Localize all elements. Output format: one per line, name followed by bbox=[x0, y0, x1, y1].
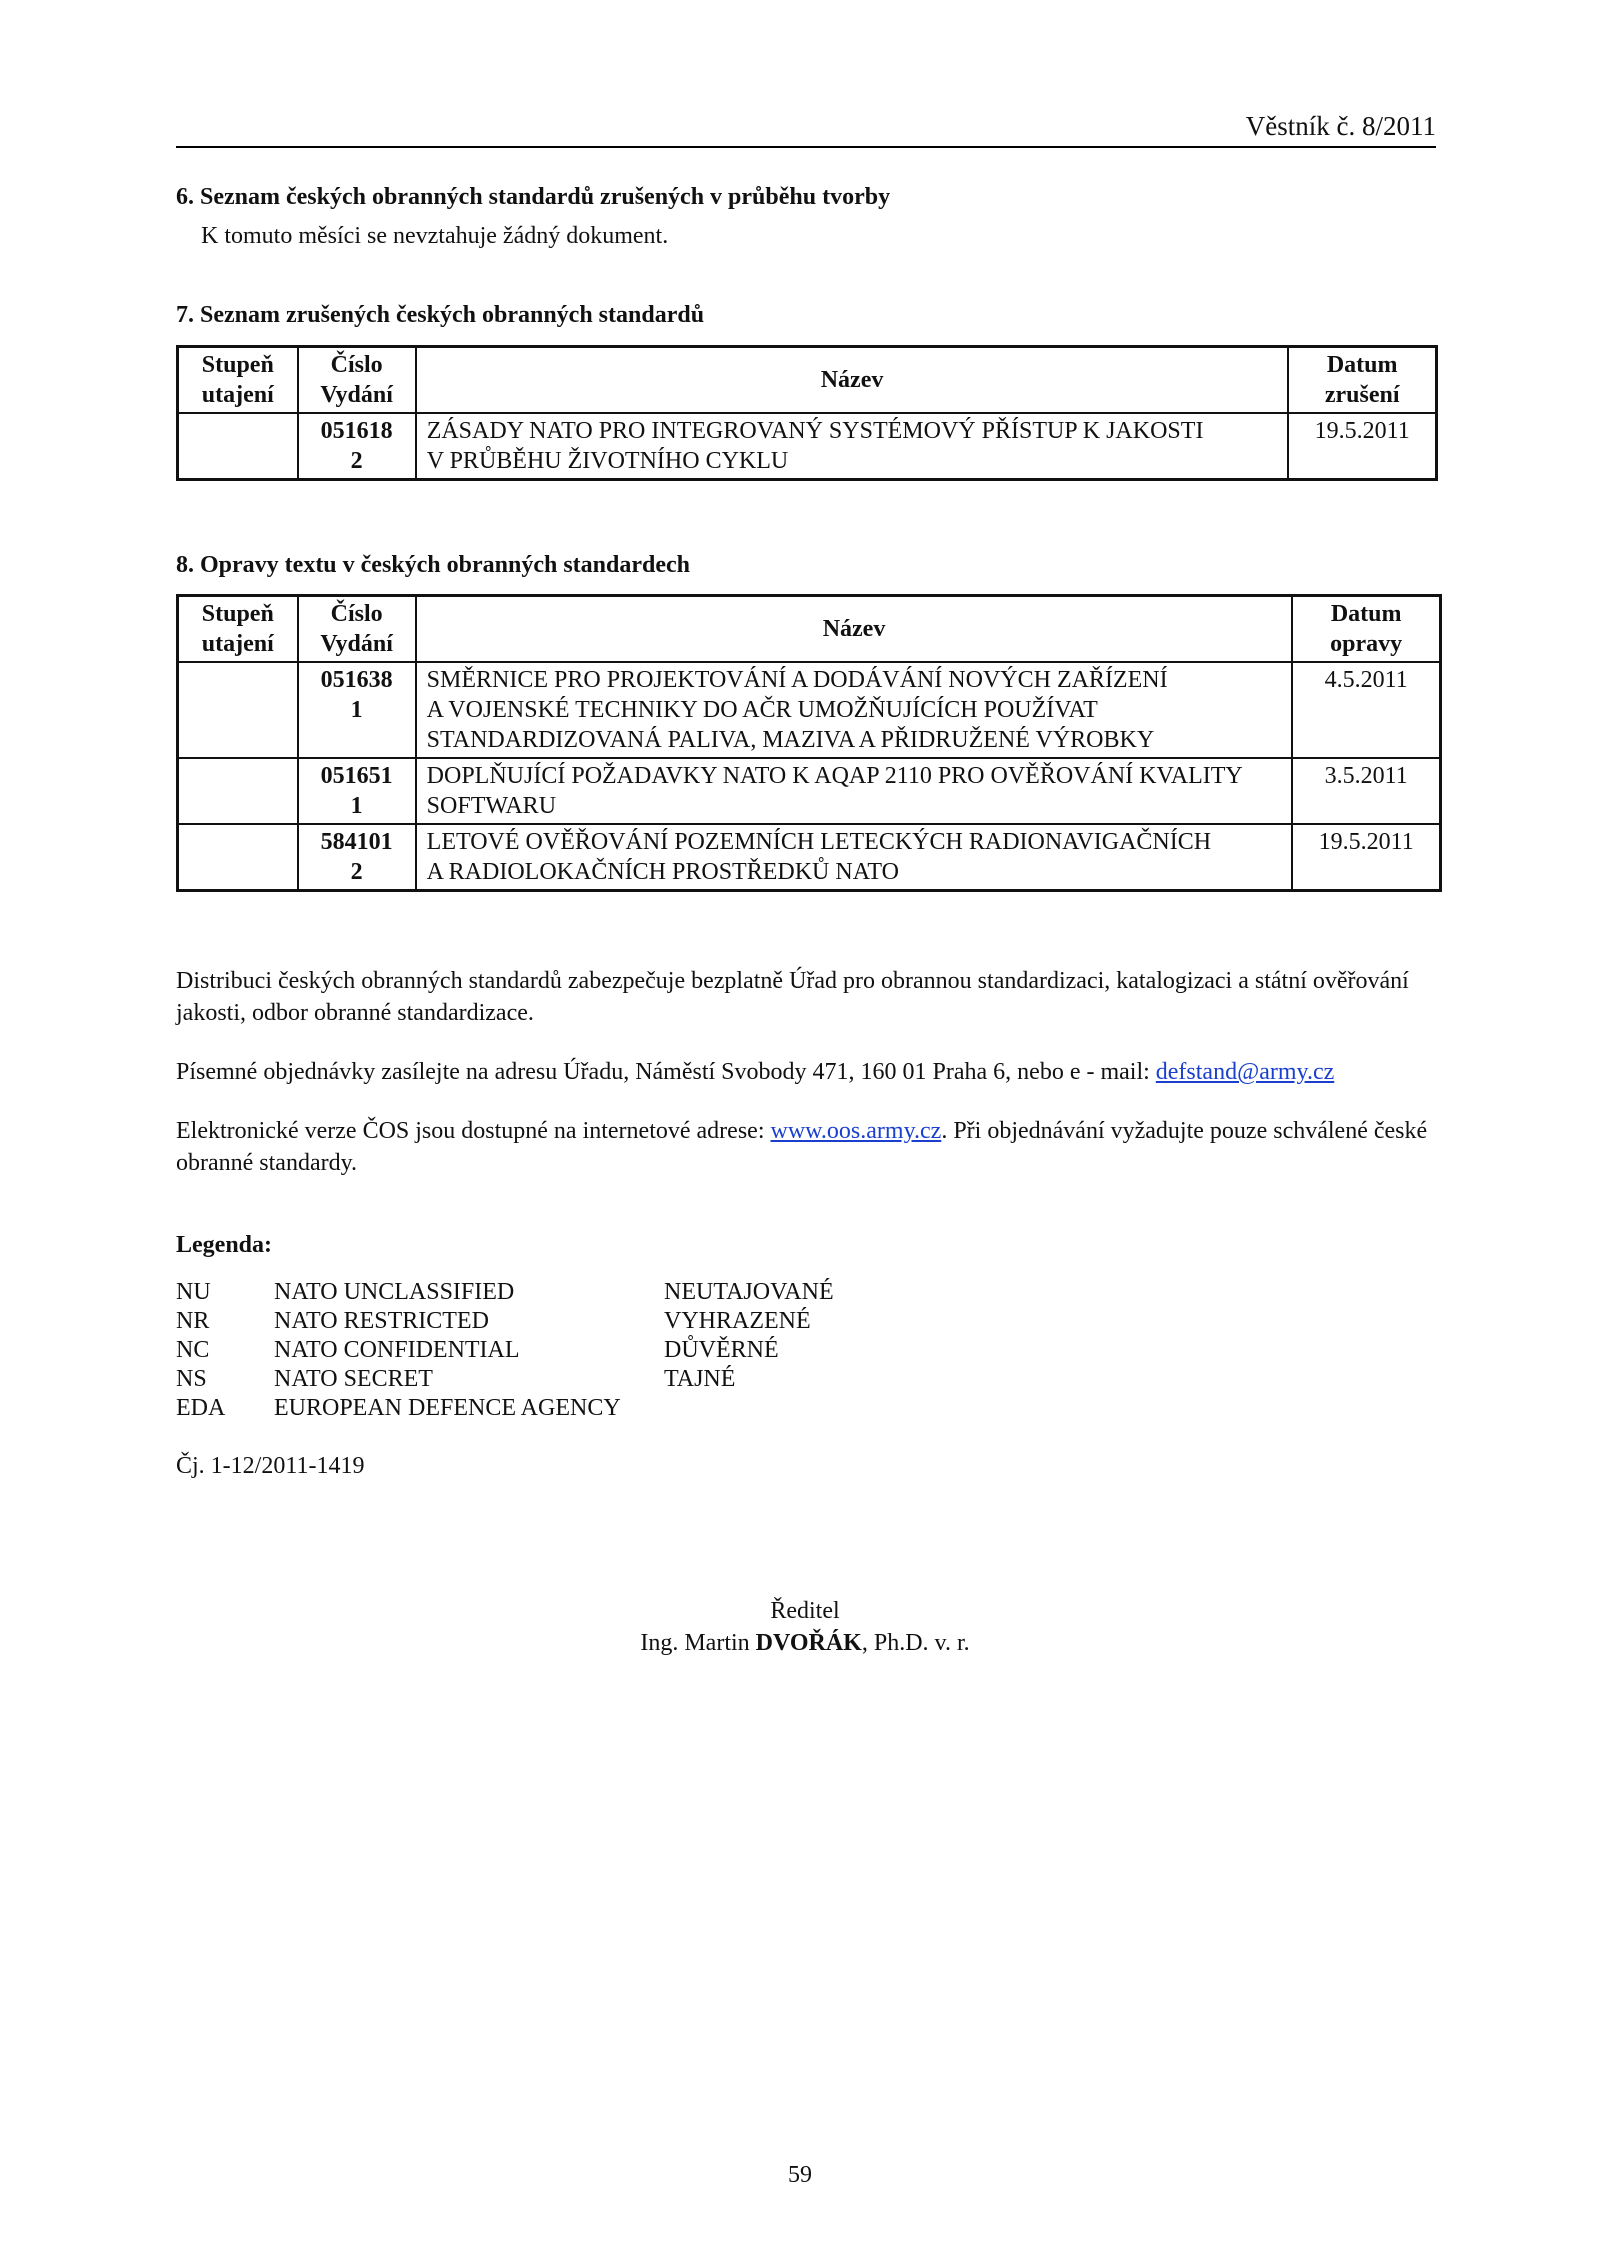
date-cell: 19.5.2011 bbox=[1292, 824, 1440, 891]
electronic-paragraph: Elektronické verze ČOS jsou dostupné na internetové adrese: www.oos.army.cz. Při objednávání vyžadujte pouze schválené české obranné standardy. bbox=[176, 1118, 1428, 1176]
level-cell bbox=[178, 662, 298, 758]
table-row bbox=[178, 413, 1437, 480]
distribution-paragraph: Distribuci českých obranných standardů zabezpečuje bezplatně Úřad pro obrannou standardizaci, katalogizaci a státní ověřování jakosti, odbor obranné standardizace. bbox=[176, 968, 1409, 1026]
level-cell bbox=[178, 758, 298, 824]
col-header-number: Číslo Vydání bbox=[298, 596, 416, 663]
number-cell: 051618 2 bbox=[298, 413, 416, 480]
legend-row: NR NATO RESTRICTED VYHRAZENÉ bbox=[176, 1308, 811, 1334]
signature-role: Ředitel bbox=[770, 1598, 840, 1624]
table-row bbox=[178, 662, 1441, 758]
bulletin-number: Věstník č. 8/2011 bbox=[1245, 111, 1436, 141]
signature-name: Ing. Martin DVOŘÁK, Ph.D. v. r. bbox=[640, 1630, 970, 1656]
name-cell: SMĚRNICE PRO PROJEKTOVÁNÍ A DODÁVÁNÍ NOVÝCH ZAŘÍZENÍ A VOJENSKÉ TECHNIKY DO AČR UMOŽŇUJÍCÍCH POUŽÍVAT STANDARDIZOVANÁ PALIVA, MAZIVA A PŘIDRUŽENÉ VÝROBKY bbox=[416, 662, 1293, 758]
name-cell: ZÁSADY NATO PRO INTEGROVANÝ SYSTÉMOVÝ PŘÍSTUP K JAKOSTI V PRŮBĚHU ŽIVOTNÍHO CYKLU bbox=[416, 413, 1289, 480]
name-cell: DOPLŇUJÍCÍ POŽADAVKY NATO K AQAP 2110 PRO OVĚŘOVÁNÍ KVALITY SOFTWARU bbox=[416, 758, 1293, 824]
section6-note: K tomuto měsíci se nevztahuje žádný dokument. bbox=[201, 223, 669, 249]
email-link[interactable]: defstand@army.cz bbox=[1155, 1059, 1335, 1085]
col-header-name: Název bbox=[416, 347, 1289, 414]
date-cell: 3.5.2011 bbox=[1292, 758, 1440, 824]
date-cell: 19.5.2011 bbox=[1288, 413, 1436, 480]
website-link[interactable]: www.oos.army.cz bbox=[770, 1118, 942, 1144]
legend-row: NU NATO UNCLASSIFIED NEUTAJOVANÉ bbox=[176, 1279, 834, 1305]
number-cell: 051651 1 bbox=[298, 758, 416, 824]
section6-title: 6. Seznam českých obranných standardů zrušených v průběhu tvorby bbox=[176, 184, 891, 210]
cancelled-standards-table bbox=[176, 345, 1438, 481]
number-cell: 051638 1 bbox=[298, 662, 416, 758]
table-row bbox=[178, 758, 1441, 824]
level-cell bbox=[178, 824, 298, 891]
page-number: 59 bbox=[788, 2162, 812, 2188]
legend-row: NS NATO SECRET TAJNÉ bbox=[176, 1366, 736, 1392]
section8-title: 8. Opravy textu v českých obranných standardech bbox=[176, 552, 691, 578]
col-header-level: Stupeň utajení bbox=[178, 347, 298, 414]
section7-title: 7. Seznam zrušených českých obranných standardů bbox=[176, 302, 705, 328]
col-header-number: Číslo Vydání bbox=[298, 347, 416, 414]
reference-number: Čj. 1-12/2011-1419 bbox=[176, 1453, 365, 1479]
legend-row: EDA EUROPEAN DEFENCE AGENCY bbox=[176, 1395, 621, 1421]
col-header-name: Název bbox=[416, 596, 1293, 663]
col-header-level: Stupeň utajení bbox=[178, 596, 298, 663]
page-header bbox=[176, 108, 1436, 148]
name-cell: LETOVÉ OVĚŘOVÁNÍ POZEMNÍCH LETECKÝCH RADIONAVIGAČNÍCH A RADIOLOKAČNÍCH PROSTŘEDKŮ NATO bbox=[416, 824, 1293, 891]
table-header-row bbox=[178, 347, 1437, 414]
table-header-row bbox=[178, 596, 1441, 663]
legend-list bbox=[176, 1278, 914, 1423]
date-cell: 4.5.2011 bbox=[1292, 662, 1440, 758]
corrections-table bbox=[176, 594, 1442, 892]
col-header-date: Datum zrušení bbox=[1288, 347, 1436, 414]
signature-block bbox=[580, 1595, 1030, 1659]
number-cell: 584101 2 bbox=[298, 824, 416, 891]
col-header-date: Datum opravy bbox=[1292, 596, 1440, 663]
legend-title: Legenda: bbox=[176, 1232, 272, 1258]
legend-row: NC NATO CONFIDENTIAL DŮVĚRNÉ bbox=[176, 1337, 779, 1363]
table-row bbox=[178, 824, 1441, 891]
order-paragraph: Písemné objednávky zasílejte na adresu Úřadu, Náměstí Svobody 471, 160 01 Praha 6, nebo e - mail: defstand@army.cz bbox=[176, 1059, 1335, 1085]
level-cell bbox=[178, 413, 298, 480]
